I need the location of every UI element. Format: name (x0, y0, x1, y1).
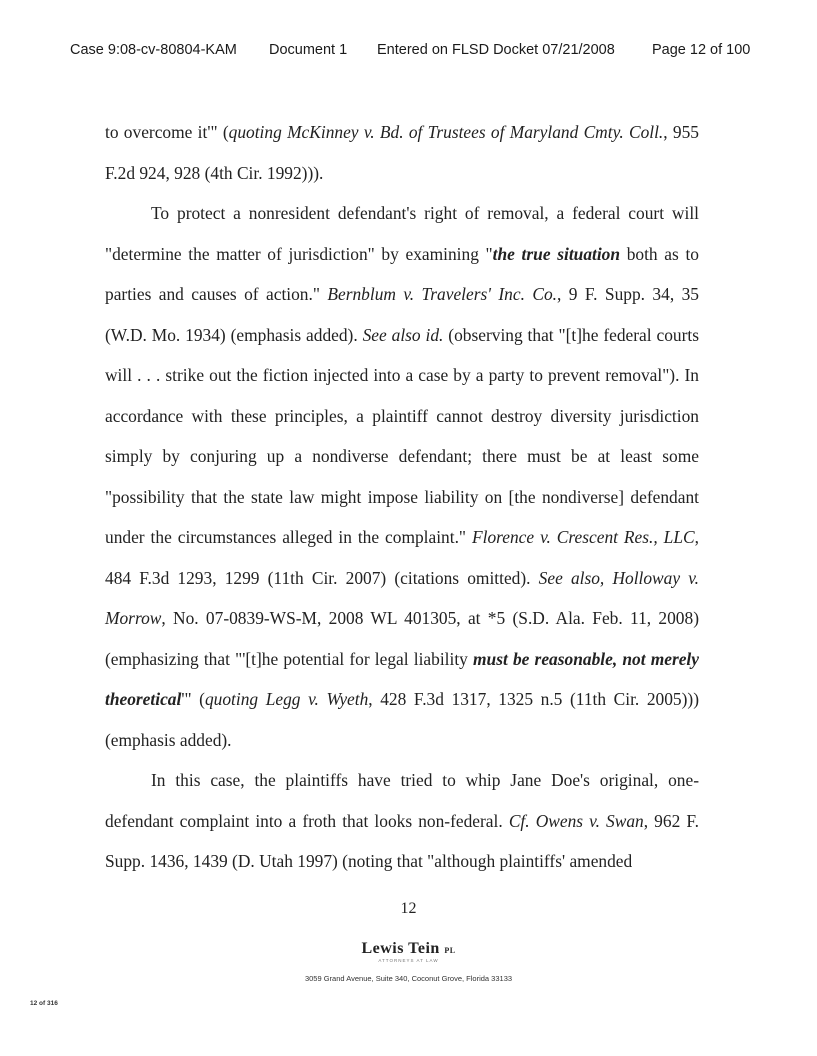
text-run: , 9 F. Supp. 34, 35 (W.D. Mo. 1934) (emphasis added). (105, 284, 699, 345)
firm-suffix: PL (444, 946, 456, 955)
emphasis: the true situation (492, 243, 621, 264)
citation: Bernblum v. Travelers' Inc. Co. (327, 284, 557, 304)
text-run: (observing that "[t]he federal courts will . . . strike out the fiction injected into a case by a party to prevent removal"). In accordance with these principles, a plaintiff cannot destroy diversity jurisdiction simply by conjuring up a nondiverse defendant; there must be at least some "possibility that the state law might impose liability on [the nondiverse] defendant under the circumstances alleged in the complaint." (105, 324, 700, 547)
text-run: To protect a nonresident defendant's right of removal, a federal court will "determine the matter of jurisdiction" by examining " (105, 203, 699, 264)
paragraph-2 (105, 193, 699, 760)
text-run: to overcome it'" ( (105, 122, 229, 142)
citation: quoting McKinney v. Bd. of Trustees of Maryland Cmty. Coll. (228, 122, 664, 142)
paragraph-1 (105, 112, 699, 193)
text-run: , 428 F.3d 1317, 1325 n.5 (11th Cir. 2005))) (emphasis added). (105, 689, 699, 750)
text-run: In this case, the plaintiffs have tried to whip Jane Doe's original, one-defendant complaint into a froth that looks non-federal. (105, 770, 699, 831)
text-run: '" ( (181, 689, 205, 709)
citation: Florence v. Crescent Res., LLC (472, 527, 695, 547)
text-run: , 962 F. Supp. 1436, 1439 (D. Utah 1997) (noting that "although plaintiffs' amended (105, 810, 699, 871)
firm-address: 3059 Grand Avenue, Suite 340, Coconut Grove, Florida 33133 (304, 974, 513, 983)
document-body (105, 112, 699, 882)
text-run: , 955 F.2d 924, 928 (4th Cir. 1992))). (105, 122, 699, 183)
text-run: , 484 F.3d 1293, 1299 (11th Cir. 2007) (citations omitted). (105, 527, 699, 588)
citation: See also id. (362, 324, 444, 345)
document-number: Document 1 (269, 42, 348, 58)
page-number: 12 (400, 900, 417, 917)
case-number: Case 9:08-cv-80804-KAM (70, 42, 237, 58)
emphasis: must be reasonable, not merely theoretical (105, 648, 699, 709)
firm-logo (0, 940, 817, 958)
citation: quoting Legg v. Wyeth (204, 689, 369, 709)
citation: See also, Holloway v. Morrow (105, 567, 699, 628)
firm-name: Lewis Tein (361, 940, 440, 957)
pdf-page-count: 12 of 316 (30, 1000, 58, 1007)
paragraph-3 (105, 760, 699, 882)
page-of: Page 12 of 100 (652, 42, 751, 58)
docket-entry: Entered on FLSD Docket 07/21/2008 (377, 42, 615, 58)
citation: Cf. Owens v. Swan (508, 810, 644, 831)
text-run: both as to parties and causes of action." (105, 243, 699, 304)
firm-subtitle: ATTORNEYS AT LAW (378, 958, 439, 963)
text-run: , No. 07-0839-WS-M, 2008 WL 401305, at *5 (S.D. Ala. Feb. 11, 2008) (emphasizing that "'[t]he potential for legal liability (105, 608, 699, 669)
